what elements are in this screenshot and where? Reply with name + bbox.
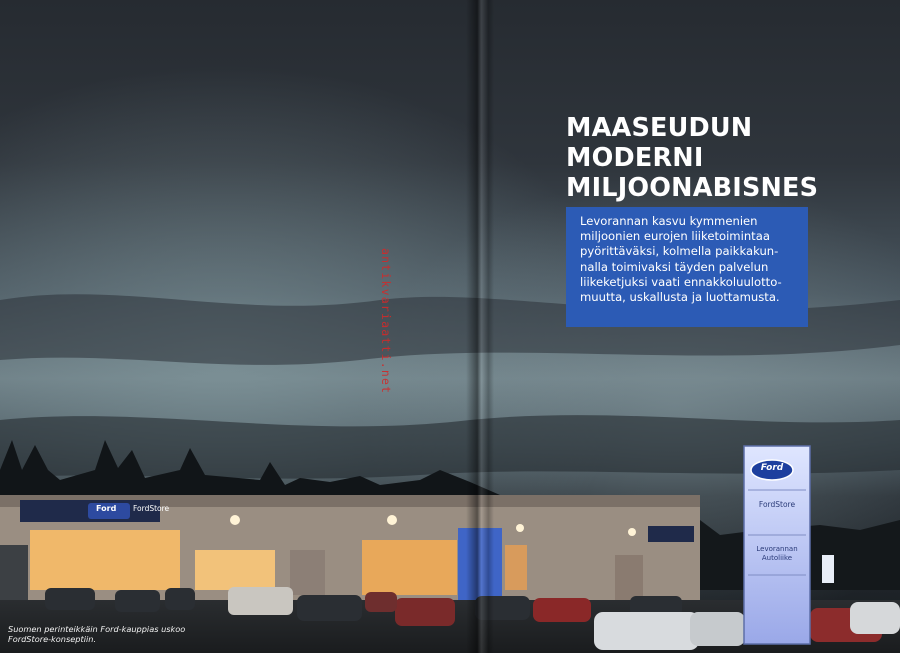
photo-caption xyxy=(8,624,218,644)
building-fordstore-sign: FordStore xyxy=(133,504,170,513)
pylon-dealer-line: Levorannan xyxy=(756,545,798,553)
watermark-text: antikvariaatti.net xyxy=(379,248,393,395)
caption-line: Suomen perinteikkäin Ford-kauppias uskoo xyxy=(8,624,186,634)
intro-line: pyörittäväksi, kolmella paikkakun- xyxy=(580,244,779,259)
headline-line: MODERNI xyxy=(566,143,704,173)
building-ford-logo: Ford xyxy=(96,504,117,513)
caption-line: FordStore-konseptiin. xyxy=(8,634,97,644)
headline-line: MAASEUDUN xyxy=(566,113,753,143)
pylon-fordstore-text: FordStore xyxy=(758,500,796,509)
pylon-dealer-name xyxy=(748,545,806,563)
intro-line: miljoonien eurojen liiketoimintaa xyxy=(580,229,770,244)
intro-line: liikeketjuksi vaati ennakkoluulotto- xyxy=(580,274,782,289)
book-gutter xyxy=(466,0,494,653)
intro-line: Levorannan kasvu kymmenien xyxy=(580,214,758,228)
pylon-ford-logo: Ford xyxy=(760,463,784,473)
intro-line: nalla toimivaksi täyden palvelun xyxy=(580,259,769,274)
article-headline xyxy=(566,113,866,203)
pylon-dealer-line: Autoliike xyxy=(761,554,793,562)
intro-line: muutta, uskallusta ja luottamusta. xyxy=(580,290,780,305)
headline-line: MILJOONABISNES xyxy=(566,173,819,203)
intro-text-box xyxy=(566,207,808,327)
